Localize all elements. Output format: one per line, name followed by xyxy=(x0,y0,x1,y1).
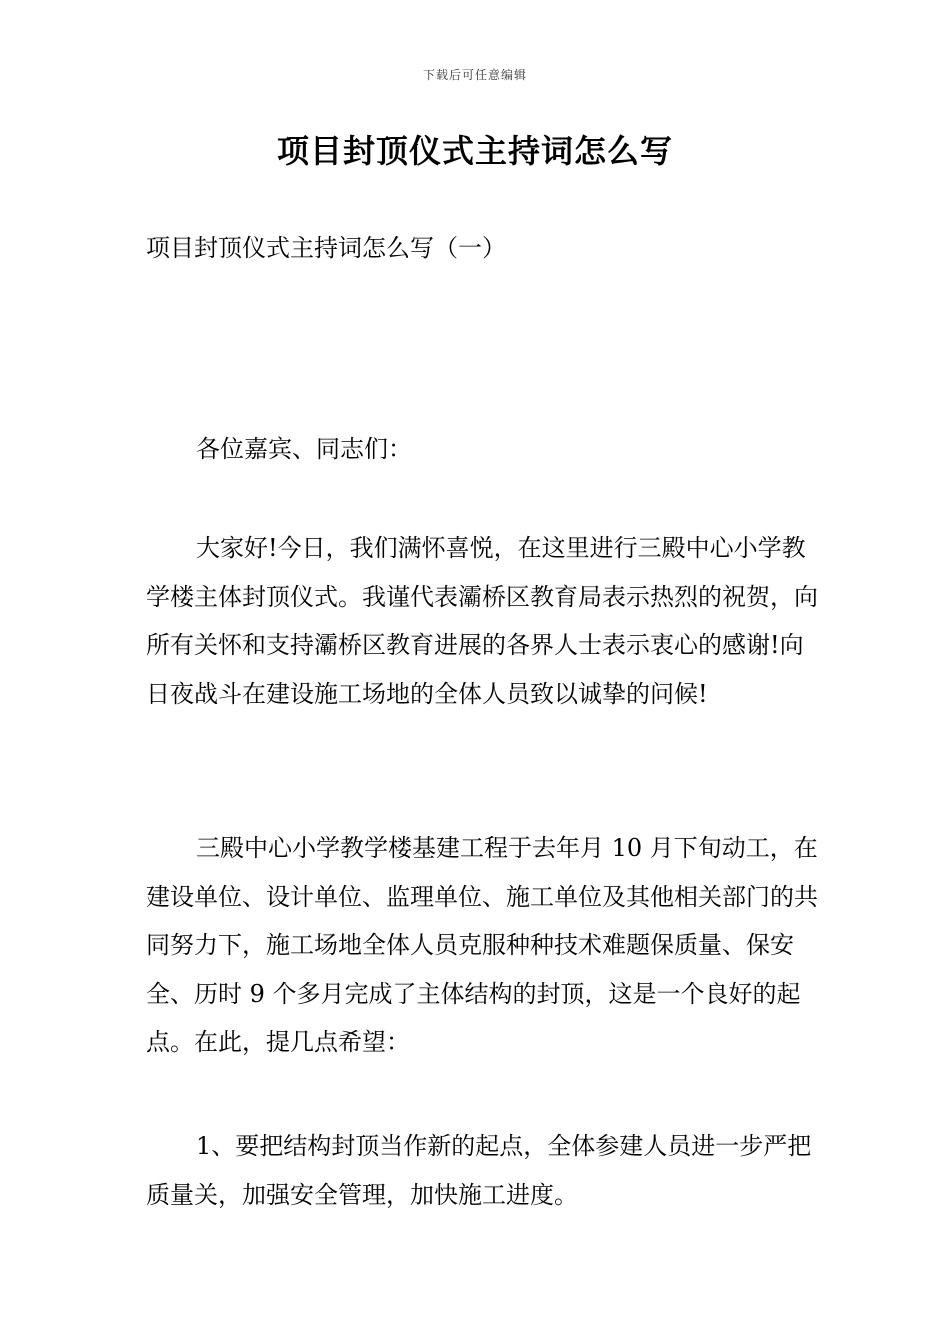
body-paragraph: 三殿中心小学教学楼基建工程于去年月 10 月下旬动工，在建设单位、设计单位、监理单位、施工单位及其他相关部门的共同努力下，施工场地全体人员克服种种技术难题保质量、保安全、历时 9 个多月完成了主体结构的封顶，这是一个良好的起点。在此，提几点希望： xyxy=(146,834,818,1056)
page-title: 项目封顶仪式主持词怎么写 xyxy=(276,132,673,170)
body-paragraph: 1、要把结构封顶当作新的起点，全体参建人员进一步严把质量关，加强安全管理，加快施工进度。 xyxy=(146,1132,812,1209)
body-paragraph: 大家好!今日，我们满怀喜悦，在这里进行三殿中心小学教学楼主体封顶仪式。我谨代表灞桥区教育局表示热烈的祝贺，向所有关怀和支持灞桥区教育进展的各界人士表示衷心的感谢!向日夜战斗在建设施工场地的全体人员致以诚挚的问候! xyxy=(146,534,818,708)
section-title: 项目封顶仪式主持词怎么写（一） xyxy=(146,234,506,262)
header-note: 下载后可任意编辑 xyxy=(422,68,527,82)
greeting-paragraph: 各位嘉宾、同志们： xyxy=(196,435,412,463)
